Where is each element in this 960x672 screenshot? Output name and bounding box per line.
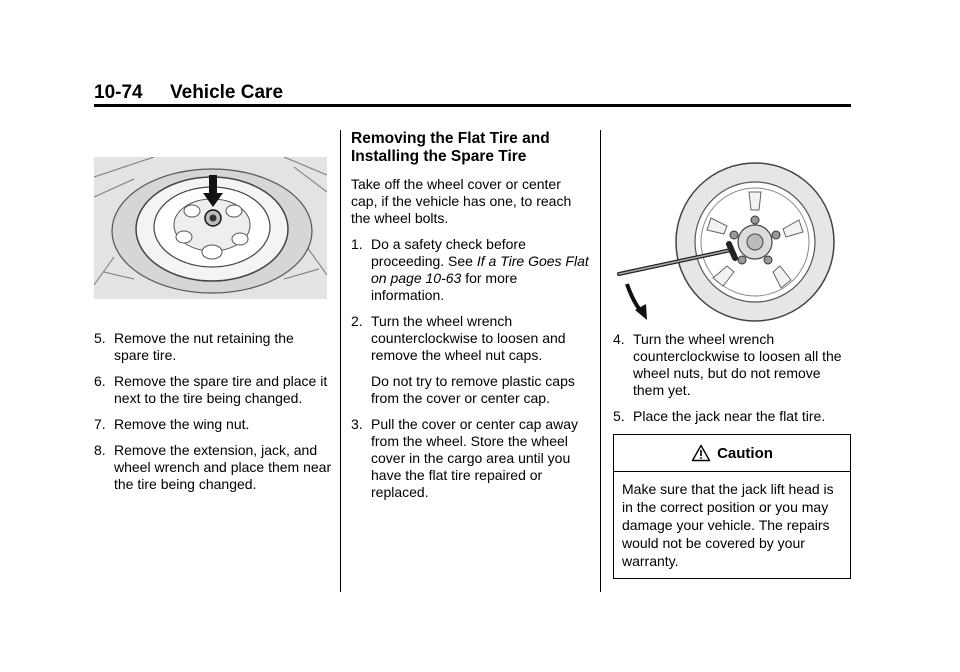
list-item: 5. Remove the nut retaining the spare tire.	[94, 330, 294, 363]
column-right	[613, 331, 851, 579]
list-item: 6. Remove the spare tire and place it next to the tire being changed.	[94, 373, 328, 406]
header-rule	[94, 104, 851, 107]
list-item: 3. Pull the cover or center cap away from the wheel. Store the wheel cover in the cargo area until you have the flat tire repaired or replaced.	[351, 416, 578, 500]
list-item: 4. Turn the wheel wrench counterclockwise to loosen all the wheel nuts, but do not remove them yet.	[613, 331, 842, 398]
section-heading: Removing the Flat Tire and Installing the Spare Tire	[351, 130, 550, 165]
page-header	[94, 82, 283, 104]
caution-title: Caution	[717, 444, 773, 462]
cross-reference-link[interactable]: If a Tire Goes Flat on page 10-63	[371, 253, 589, 286]
wheel-wrench-illustration	[613, 162, 849, 324]
spare-tire-illustration	[94, 157, 327, 299]
caution-text: Make sure that the jack lift head is in the correct position or you may damage your vehicle. The repairs would not be covered by your warranty.	[622, 481, 834, 569]
caution-header	[614, 435, 850, 472]
list-item: 8. Remove the extension, jack, and wheel wrench and place them near the tire being changed.	[94, 442, 332, 492]
section-title: Vehicle Care	[170, 82, 284, 103]
warning-triangle-icon	[691, 444, 711, 462]
intro-paragraph: Take off the wheel cover or center cap, if the vehicle has one, to reach the wheel bolts.	[351, 176, 572, 226]
list-item: 7. Remove the wing nut.	[94, 416, 250, 432]
column-divider	[340, 130, 341, 592]
list-item: 1. Do a safety check before proceeding. See If a Tire Goes Flat on page 10-63 for more information.	[351, 236, 589, 303]
column-divider	[600, 130, 601, 592]
caution-box	[613, 434, 851, 579]
column-middle	[351, 130, 591, 510]
list-item: 5. Place the jack near the flat tire.	[613, 408, 826, 424]
page-number: 10-74	[94, 82, 143, 103]
column-left	[94, 330, 332, 502]
list-item: 2. Turn the wheel wrench counterclockwise to loosen and remove the wheel nut caps. Do not try to remove plastic caps from the cover or center cap.	[351, 313, 591, 407]
sub-paragraph: Do not try to remove plastic caps from the cover or center cap.	[371, 373, 575, 406]
